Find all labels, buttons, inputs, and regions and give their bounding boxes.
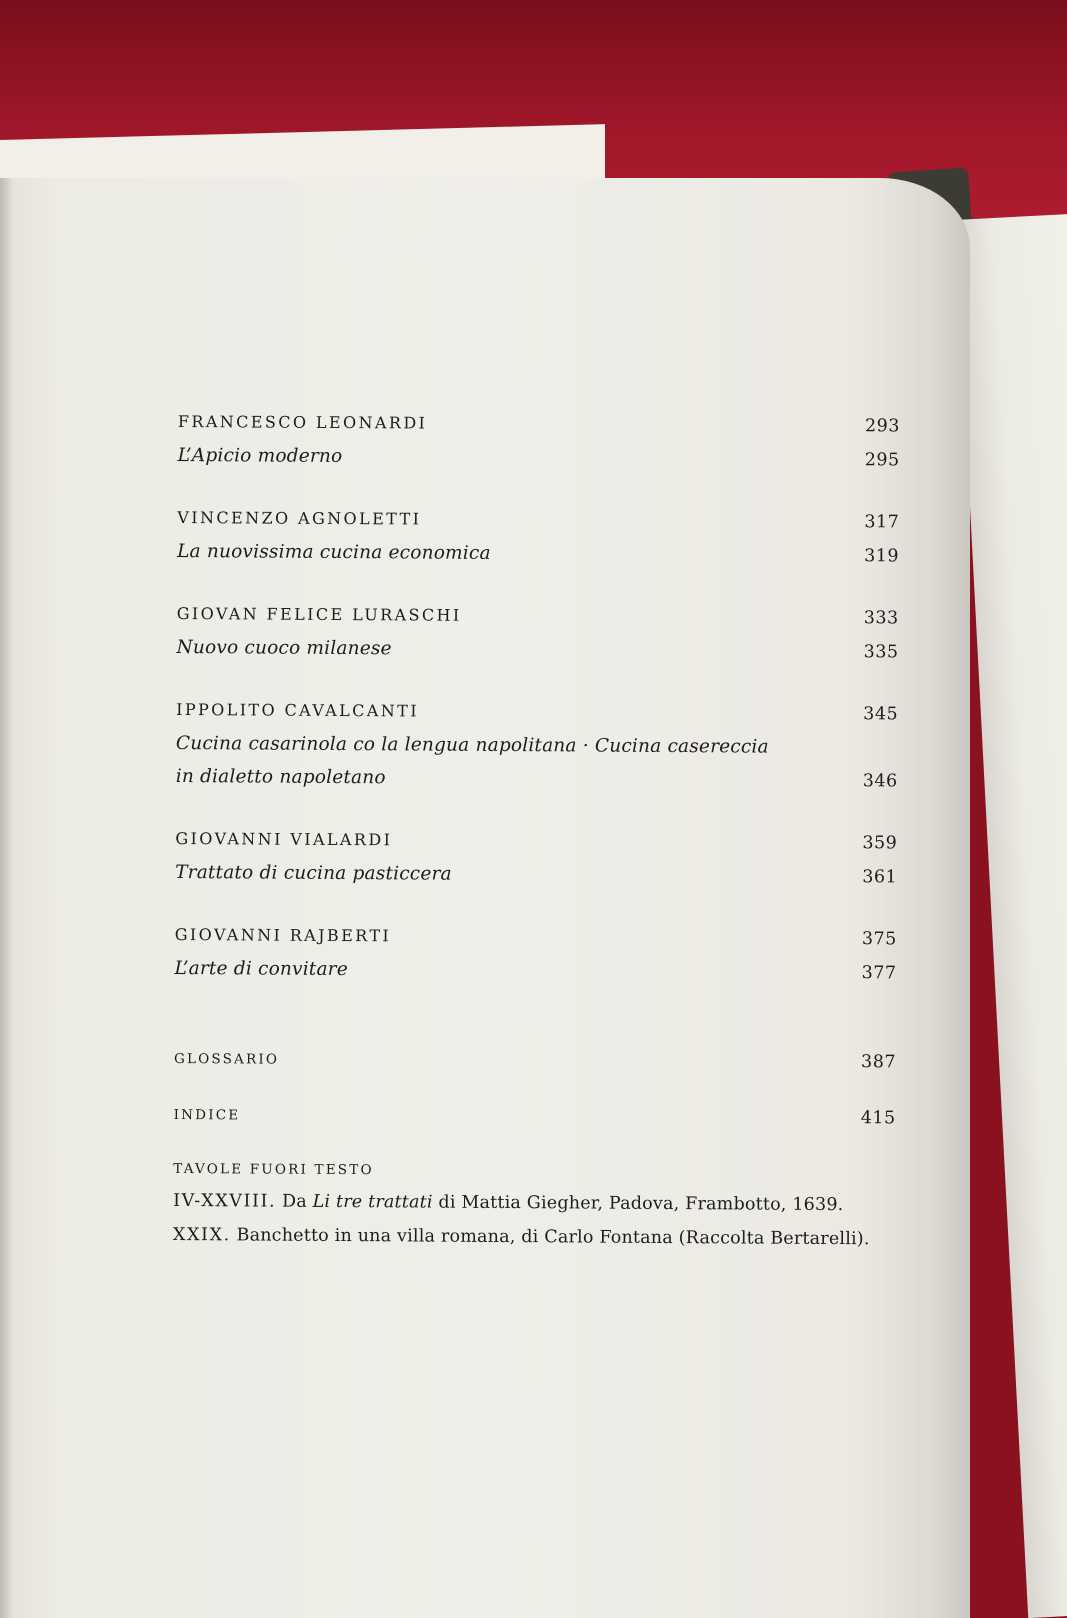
plates-section — [173, 1154, 896, 1256]
author-name: FRANCESCO LEONARDI — [177, 411, 428, 433]
page-number: 335 — [863, 642, 899, 663]
author-name: GIOVANNI RAJBERTI — [174, 924, 392, 946]
plates-line-1 — [173, 1184, 895, 1222]
gutter-shadow — [0, 178, 14, 1618]
work-title-line1: Cucina casarinola co la lengua napolitana · Cucina casereccia — [175, 732, 769, 758]
page-number: 361 — [862, 867, 898, 888]
work-title: Nuovo cuoco milanese — [176, 636, 392, 660]
toc-entry-cavalcanti — [176, 693, 899, 798]
page-number: 346 — [862, 771, 898, 792]
toc-entry-agnoletti — [177, 501, 899, 573]
toc-entry-luraschi — [176, 597, 898, 669]
plate-range: XXIX. — [172, 1224, 231, 1246]
toc-entry-glossario — [174, 1042, 896, 1080]
page-number: 387 — [861, 1052, 897, 1073]
work-title: Trattato di cucina pasticcera — [175, 861, 452, 885]
toc-entry-leonardi — [178, 405, 900, 477]
work-title: La nuovissima cucina economica — [177, 540, 491, 564]
page-number: 359 — [862, 833, 898, 854]
page-number: 333 — [863, 608, 899, 629]
toc-entry-indice — [174, 1098, 896, 1136]
plate-description: Banchetto in una villa romana, di Carlo Fontana (Raccolta Bertarelli). — [236, 1225, 870, 1250]
page-number: 317 — [864, 512, 900, 533]
toc-entry-vialardi — [175, 822, 897, 894]
plate-range: IV-XXVIII. — [173, 1190, 277, 1212]
section-label: INDICE — [173, 1106, 241, 1124]
page-number: 375 — [861, 929, 897, 950]
page-number: 415 — [860, 1108, 896, 1129]
page-number: 293 — [864, 416, 900, 437]
plate-prefix: Da — [281, 1191, 307, 1212]
author-name: IPPOLITO CAVALCANTI — [176, 699, 420, 721]
section-label: GLOSSARIO — [173, 1050, 280, 1068]
page-number: 295 — [864, 450, 900, 471]
author-name: GIOVAN FELICE LURASCHI — [176, 603, 462, 625]
page-number: 319 — [864, 546, 900, 567]
back-matter — [174, 1042, 897, 1136]
page-number: 345 — [863, 704, 899, 725]
plate-source-details: di Mattia Giegher, Padova, Frambotto, 1639. — [438, 1192, 844, 1216]
plates-line-2 — [173, 1218, 895, 1256]
work-title: L’Apicio moderno — [177, 444, 343, 468]
plates-heading: TAVOLE FUORI TESTO — [173, 1160, 374, 1179]
author-name: GIOVANNI VIALARDI — [175, 828, 393, 850]
author-name: VINCENZO AGNOLETTI — [177, 507, 422, 529]
right-page-sheet — [955, 213, 1067, 1618]
plate-source-title: Li tre trattati — [312, 1191, 433, 1213]
work-title: L’arte di convitare — [174, 957, 348, 981]
page-number: 377 — [861, 963, 897, 984]
work-title-line2: in dialetto napoletano — [175, 765, 386, 789]
toc-entry-rajberti — [174, 918, 896, 990]
table-of-contents — [173, 405, 900, 1256]
